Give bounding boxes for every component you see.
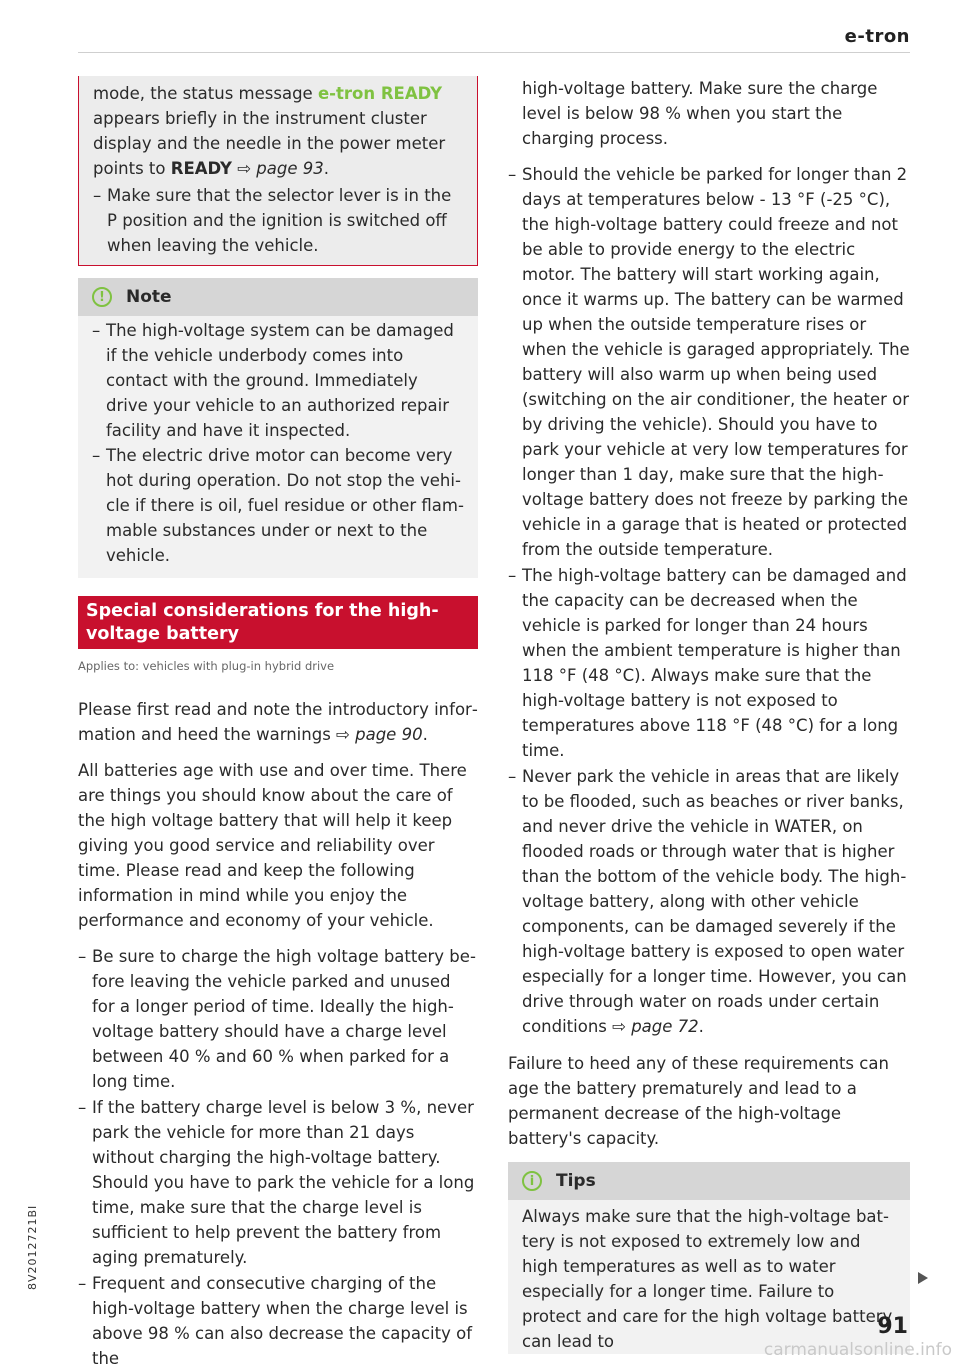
page-reference[interactable]: ⇨ page 72	[612, 1017, 699, 1036]
dash-icon: –	[78, 1098, 87, 1117]
list-item: – Be sure to charge the high voltage battery before leaving the vehicle parked and unused for a longer period of time. Ideally the high-voltage battery should have a charge level between 40 % and 60 % when parked for a long time.	[78, 944, 478, 1094]
header-rule	[78, 52, 910, 53]
tips-header	[508, 1162, 910, 1200]
warning-list	[93, 183, 463, 258]
section-title: Special considerations for the high-voltage battery	[78, 596, 478, 649]
battery-care-list-continued	[508, 162, 910, 1039]
warning-paragraph: mode, the status message e-tron READY appears briefly in the instrument cluster display and the needle in the power meter points to READY ⇨ page 93.	[93, 84, 446, 178]
list-item: – The high-voltage system can be damaged if the vehicle underbody comes into contact with the ground. Immediately drive your vehicle to an authorized repair facility and have it inspected.	[92, 318, 464, 443]
intro-paragraph: Please first read and note the introductory information and heed the warnings ⇨ page 90.	[78, 700, 478, 744]
list-item: – If the battery charge level is below 3 %, never park the vehicle for more than 21 days without charging the high-voltage battery. Should you have to park the vehicle for a long time, make sure that the charge level is sufficient to help prevent the battery from aging prematurely.	[78, 1095, 478, 1270]
list-item: – The electric drive motor can become very hot during operation. Do not stop the vehicle if there is oil, fuel residue or other flammable substances under or next to the vehicle.	[92, 443, 464, 568]
dash-icon: –	[93, 186, 102, 205]
note-list	[92, 318, 464, 568]
watermark: carmanualsonline.info	[763, 1340, 952, 1360]
tips-body: Always make sure that the high-voltage battery is not exposed to extremely low and high temperatures as well as to water especially for a longer time. Failure to protect and care for the high voltage battery can lead to	[522, 1207, 893, 1351]
dash-icon: –	[92, 321, 101, 340]
warning-continuation-box	[78, 76, 478, 266]
page-reference[interactable]: ⇨ page 93	[237, 159, 324, 178]
dash-icon: –	[78, 947, 87, 966]
continuation-text: high-voltage battery. Make sure the charge level is below 98 % when you start the charging process.	[522, 79, 878, 148]
header-title: e-tron	[844, 26, 910, 47]
list-item: – Frequent and consecutive charging of the high-voltage battery when the charge level is above 98 % can also decrease the capacity of the	[78, 1271, 478, 1371]
list-item: – The high-voltage battery can be damaged and the capacity can be decreased when the vehicle is parked for longer than 24 hours when the ambient temperature is higher than 118 °F (48 °C). Always make sure that the high-voltage battery is not exposed to temperatures above 118 °F (48 °C) for a long time.	[508, 563, 910, 763]
tips-title: Tips	[556, 1170, 596, 1191]
dash-icon: –	[508, 767, 517, 786]
applies-to-text: Applies to: vehicles with plug-in hybrid drive	[78, 659, 335, 673]
document-code: 8V2012721BI	[26, 1204, 39, 1290]
dash-icon: –	[508, 165, 517, 184]
continue-arrow-icon	[918, 1272, 928, 1284]
dash-icon: –	[508, 566, 517, 585]
ready-text: READY	[170, 159, 232, 178]
exclamation-icon: !	[92, 287, 112, 307]
left-column	[78, 76, 478, 1372]
note-box	[78, 278, 478, 578]
list-item: – Should the vehicle be parked for longer than 2 days at temperatures below - 13 °F (-25 °C), the high-voltage battery could freeze and not be able to provide energy to the electric motor. The battery will start working again, once it warms up. The battery can be warmed up when the outside temperature rises or when the vehicle is garaged appropriately. The battery will also warm up when being used (switching on the air conditioner, the heater or by driving the vehicle). Should you have to park your vehicle at very low temperatures for longer than 1 day, make sure that the high-voltage battery does not freeze by parking the vehicle in a garage that is heated or protected from the outside temperature.	[508, 162, 910, 562]
battery-care-list	[78, 944, 478, 1371]
right-column	[508, 76, 910, 1354]
list-item: – Make sure that the selector lever is in the P position and the ignition is switched off when leaving the vehicle.	[93, 183, 463, 258]
info-icon: i	[522, 1171, 542, 1191]
failure-paragraph: Failure to heed any of these requirements can age the battery prematurely and lead to a permanent decrease of the high-voltage battery's capacity.	[508, 1054, 889, 1148]
page-number: 91	[877, 1314, 908, 1339]
dash-icon: –	[92, 446, 101, 465]
note-header	[78, 278, 478, 316]
list-item: – Never park the vehicle in areas that are likely to be flooded, such as beaches or river banks, and never drive the vehicle in WATER, on flooded roads or through water that is higher than the bottom of the vehicle body. The high-voltage battery, along with other vehicle components, can be damaged severely if the high-voltage battery is exposed to open water especially for a longer time. However, you can drive through water on roads under certain conditions ⇨ page 72.	[508, 764, 910, 1039]
dash-icon: –	[78, 1274, 87, 1293]
status-message-text: e-tron READY	[317, 84, 443, 103]
tips-box	[508, 1162, 910, 1354]
body-paragraph: All batteries age with use and over time. There are things you should know about the care of the high voltage battery that will help it keep giving you good service and reliability over time. Please read and keep the following information in mind while you enjoy the performance and economy of your vehicle.	[78, 761, 467, 930]
page-reference[interactable]: ⇨ page 90	[336, 725, 423, 744]
note-title: Note	[126, 286, 172, 307]
